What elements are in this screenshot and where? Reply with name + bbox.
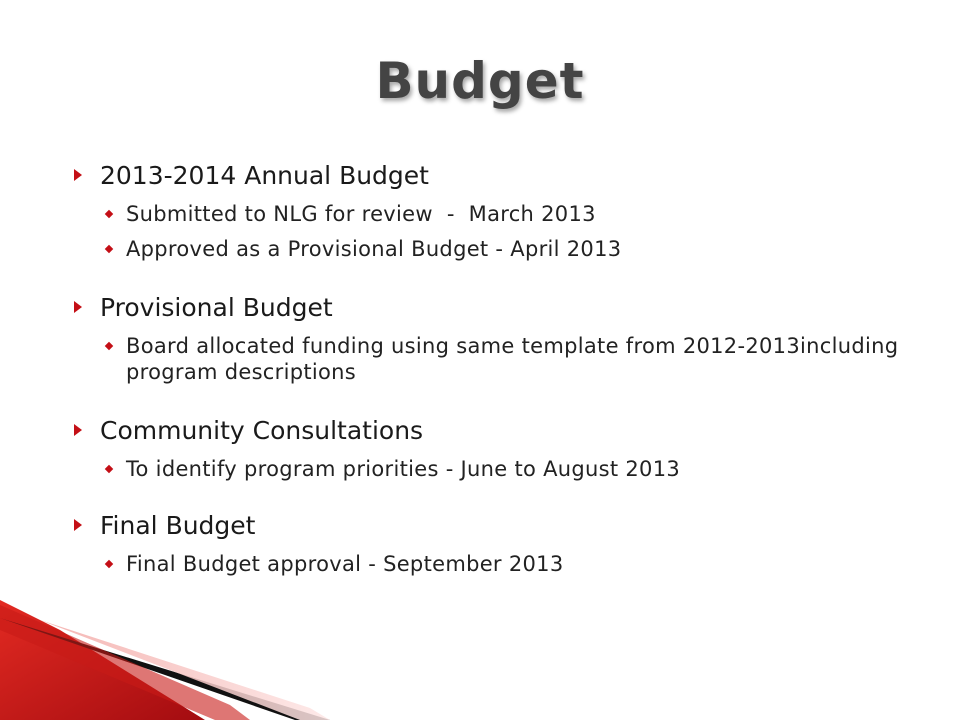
level1-item (72, 508, 932, 542)
diamond-bullet-icon (105, 465, 113, 473)
diamond-bullet-icon (105, 210, 113, 218)
diamond-bullet-icon (105, 560, 113, 568)
slide-title: Budget (375, 52, 585, 110)
level2-item (106, 456, 932, 482)
section-heading: Community Consultations (100, 415, 424, 445)
level2-item (106, 551, 932, 577)
arrow-bullet-icon (74, 301, 82, 313)
sub-item-text: Approved as a Provisional Budget - April 2013 (126, 237, 622, 261)
arrow-bullet-icon (74, 169, 82, 181)
sub-item-text: Board allocated funding using same template from 2012-2013including program descriptions (126, 334, 899, 384)
section-heading: 2013-2014 Annual Budget (100, 160, 429, 190)
bullet-list (72, 158, 932, 605)
decorative-corner-swoosh (0, 590, 400, 720)
section-annual-budget (72, 158, 932, 262)
sub-item-text: Final Budget approval - September 2013 (126, 552, 564, 576)
level2-item (106, 333, 932, 385)
level1-item (72, 290, 932, 324)
section-final-budget (72, 508, 932, 577)
arrow-bullet-icon (74, 424, 82, 436)
section-heading: Final Budget (100, 510, 256, 540)
diamond-bullet-icon (105, 342, 113, 350)
sub-item-text: Submitted to NLG for review - March 2013 (126, 202, 596, 226)
section-provisional-budget (72, 290, 932, 385)
level2-item (106, 236, 932, 262)
level1-item (72, 158, 932, 192)
section-heading: Provisional Budget (100, 292, 333, 322)
level2-item (106, 201, 932, 227)
level1-item (72, 413, 932, 447)
section-community-consultations (72, 413, 932, 482)
arrow-bullet-icon (74, 519, 82, 531)
diamond-bullet-icon (105, 245, 113, 253)
sub-item-text: To identify program priorities - June to August 2013 (126, 457, 681, 481)
